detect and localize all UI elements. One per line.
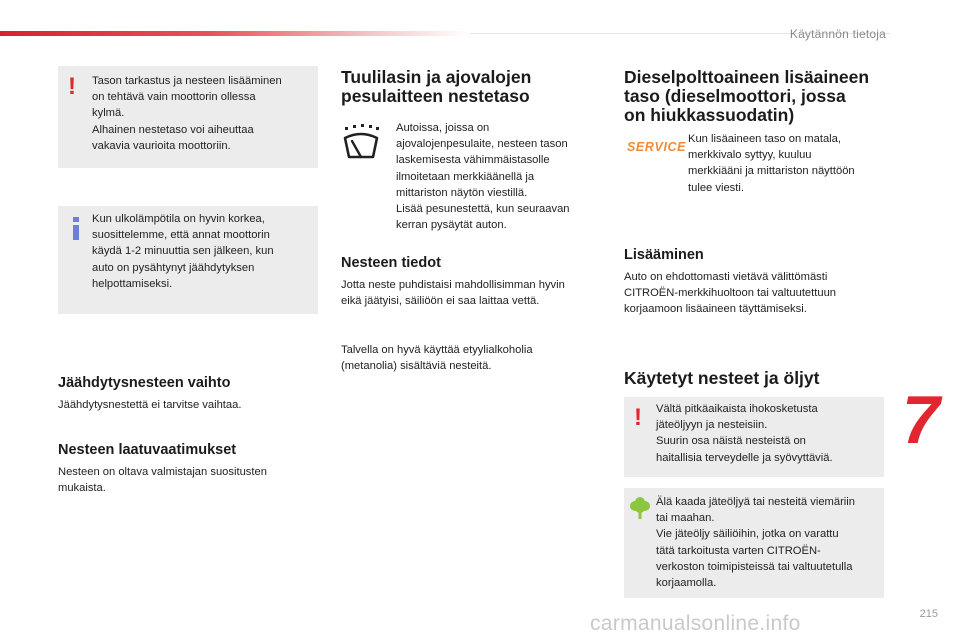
warning-exclamation-icon: ! — [68, 73, 76, 100]
warning-text-left: Tason tarkastus ja nesteen lisääminen on tehtävä vain moottorin ollessa kylmä. Alhainen nestetaso voi aiheuttaa vakavia vaurioita moottoriin. — [92, 75, 282, 152]
warning-text-right: Vältä pitkäaikaista ihokosketusta jäteöljyyn ja nesteisiin. Suurin osa näistä nesteistä on haitallisia terveydelle ja syövyttäviä. — [656, 403, 833, 464]
adding-text: Auto on ehdottomasti vietävä välittömästi CITROËN-merkkihuoltoon tai valtuutettuun korjaamoon lisäaineen täyttämiseksi. — [624, 271, 837, 316]
page-number: 215 — [919, 608, 938, 620]
coolant-change-title: Jäähdytysnesteen vaihto — [58, 375, 231, 391]
watermark: carmanualsonline.info — [590, 612, 801, 635]
warning-box-left — [58, 66, 318, 168]
coolant-change-text: Jäähdytysnestettä ei tarvitse vaihtaa. — [58, 399, 242, 411]
fluid-spec-title: Nesteen tiedot — [341, 255, 441, 271]
header-accent-bar — [0, 31, 470, 36]
service-warning-logo: SERVICE — [627, 140, 687, 154]
quality-title: Nesteen laatuvaatimukset — [58, 442, 237, 458]
eco-text-right: Älä kaada jäteöljyä tai nesteitä viemäriin tai maahan. Vie jäteöljy säiliöihin, jotka on varattu tätä tarkoitusta varten CITROËN- verkoston toimipisteissä tai valtuutetulla korjaamolla. — [656, 496, 855, 590]
chapter-number: 7 — [902, 382, 940, 458]
service-text: Kun lisäaineen taso on matala, merkkivalo syttyy, kuuluu merkkiääni ja mittariston näyttöön tulee viesti. — [688, 133, 855, 194]
environment-tree-icon — [629, 496, 651, 520]
adding-title: Lisääminen — [624, 247, 704, 263]
washer-fluid-text: Autoissa, joissa on ajovalojenpesulaite, nesteen tason laskemisesta vähimmäistasolle ilmoitetaan merkkiäänellä ja mittariston näytön viestillä. Lisää pesunestettä, kun seuraavan kerran pysäytät auton. — [396, 122, 570, 232]
section-title: Käytännön tietoja — [789, 27, 886, 41]
warning-box-right — [624, 397, 884, 477]
additive-level-title: Dieselpolttoaineen lisäaineen taso (dieselmoottori, jossa on hiukkassuodatin) — [624, 67, 870, 125]
washer-fluid-title: Tuulilasin ja ajovalojen pesulaitteen nestetaso — [341, 67, 532, 106]
quality-text: Nesteen on oltava valmistajan suositusten mukaista. — [58, 466, 267, 495]
info-text-left: Kun ulkolämpötila on hyvin korkea, suosittelemme, että annat moottorin käydä 1-2 minuuttia sen jälkeen, kun auto on pysähtynyt jäähdytyksen helpottamiseksi. — [92, 213, 274, 290]
info-box-left — [58, 206, 318, 314]
warning-exclamation-icon: ! — [634, 404, 642, 431]
eco-box-right — [624, 488, 884, 598]
windscreen-washer-icon — [341, 124, 381, 160]
winter-fluid-text: Talvella on hyvä käyttää etyylialkoholia (metanolia) sisältäviä nesteitä. — [341, 344, 533, 373]
used-fluids-title: Käytetyt nesteet ja öljyt — [624, 368, 820, 388]
fluid-spec-text: Jotta neste puhdistaisi mahdollisimman hyvin eikä jäätyisi, säiliöön ei saa laittaa vettä. — [341, 279, 565, 308]
